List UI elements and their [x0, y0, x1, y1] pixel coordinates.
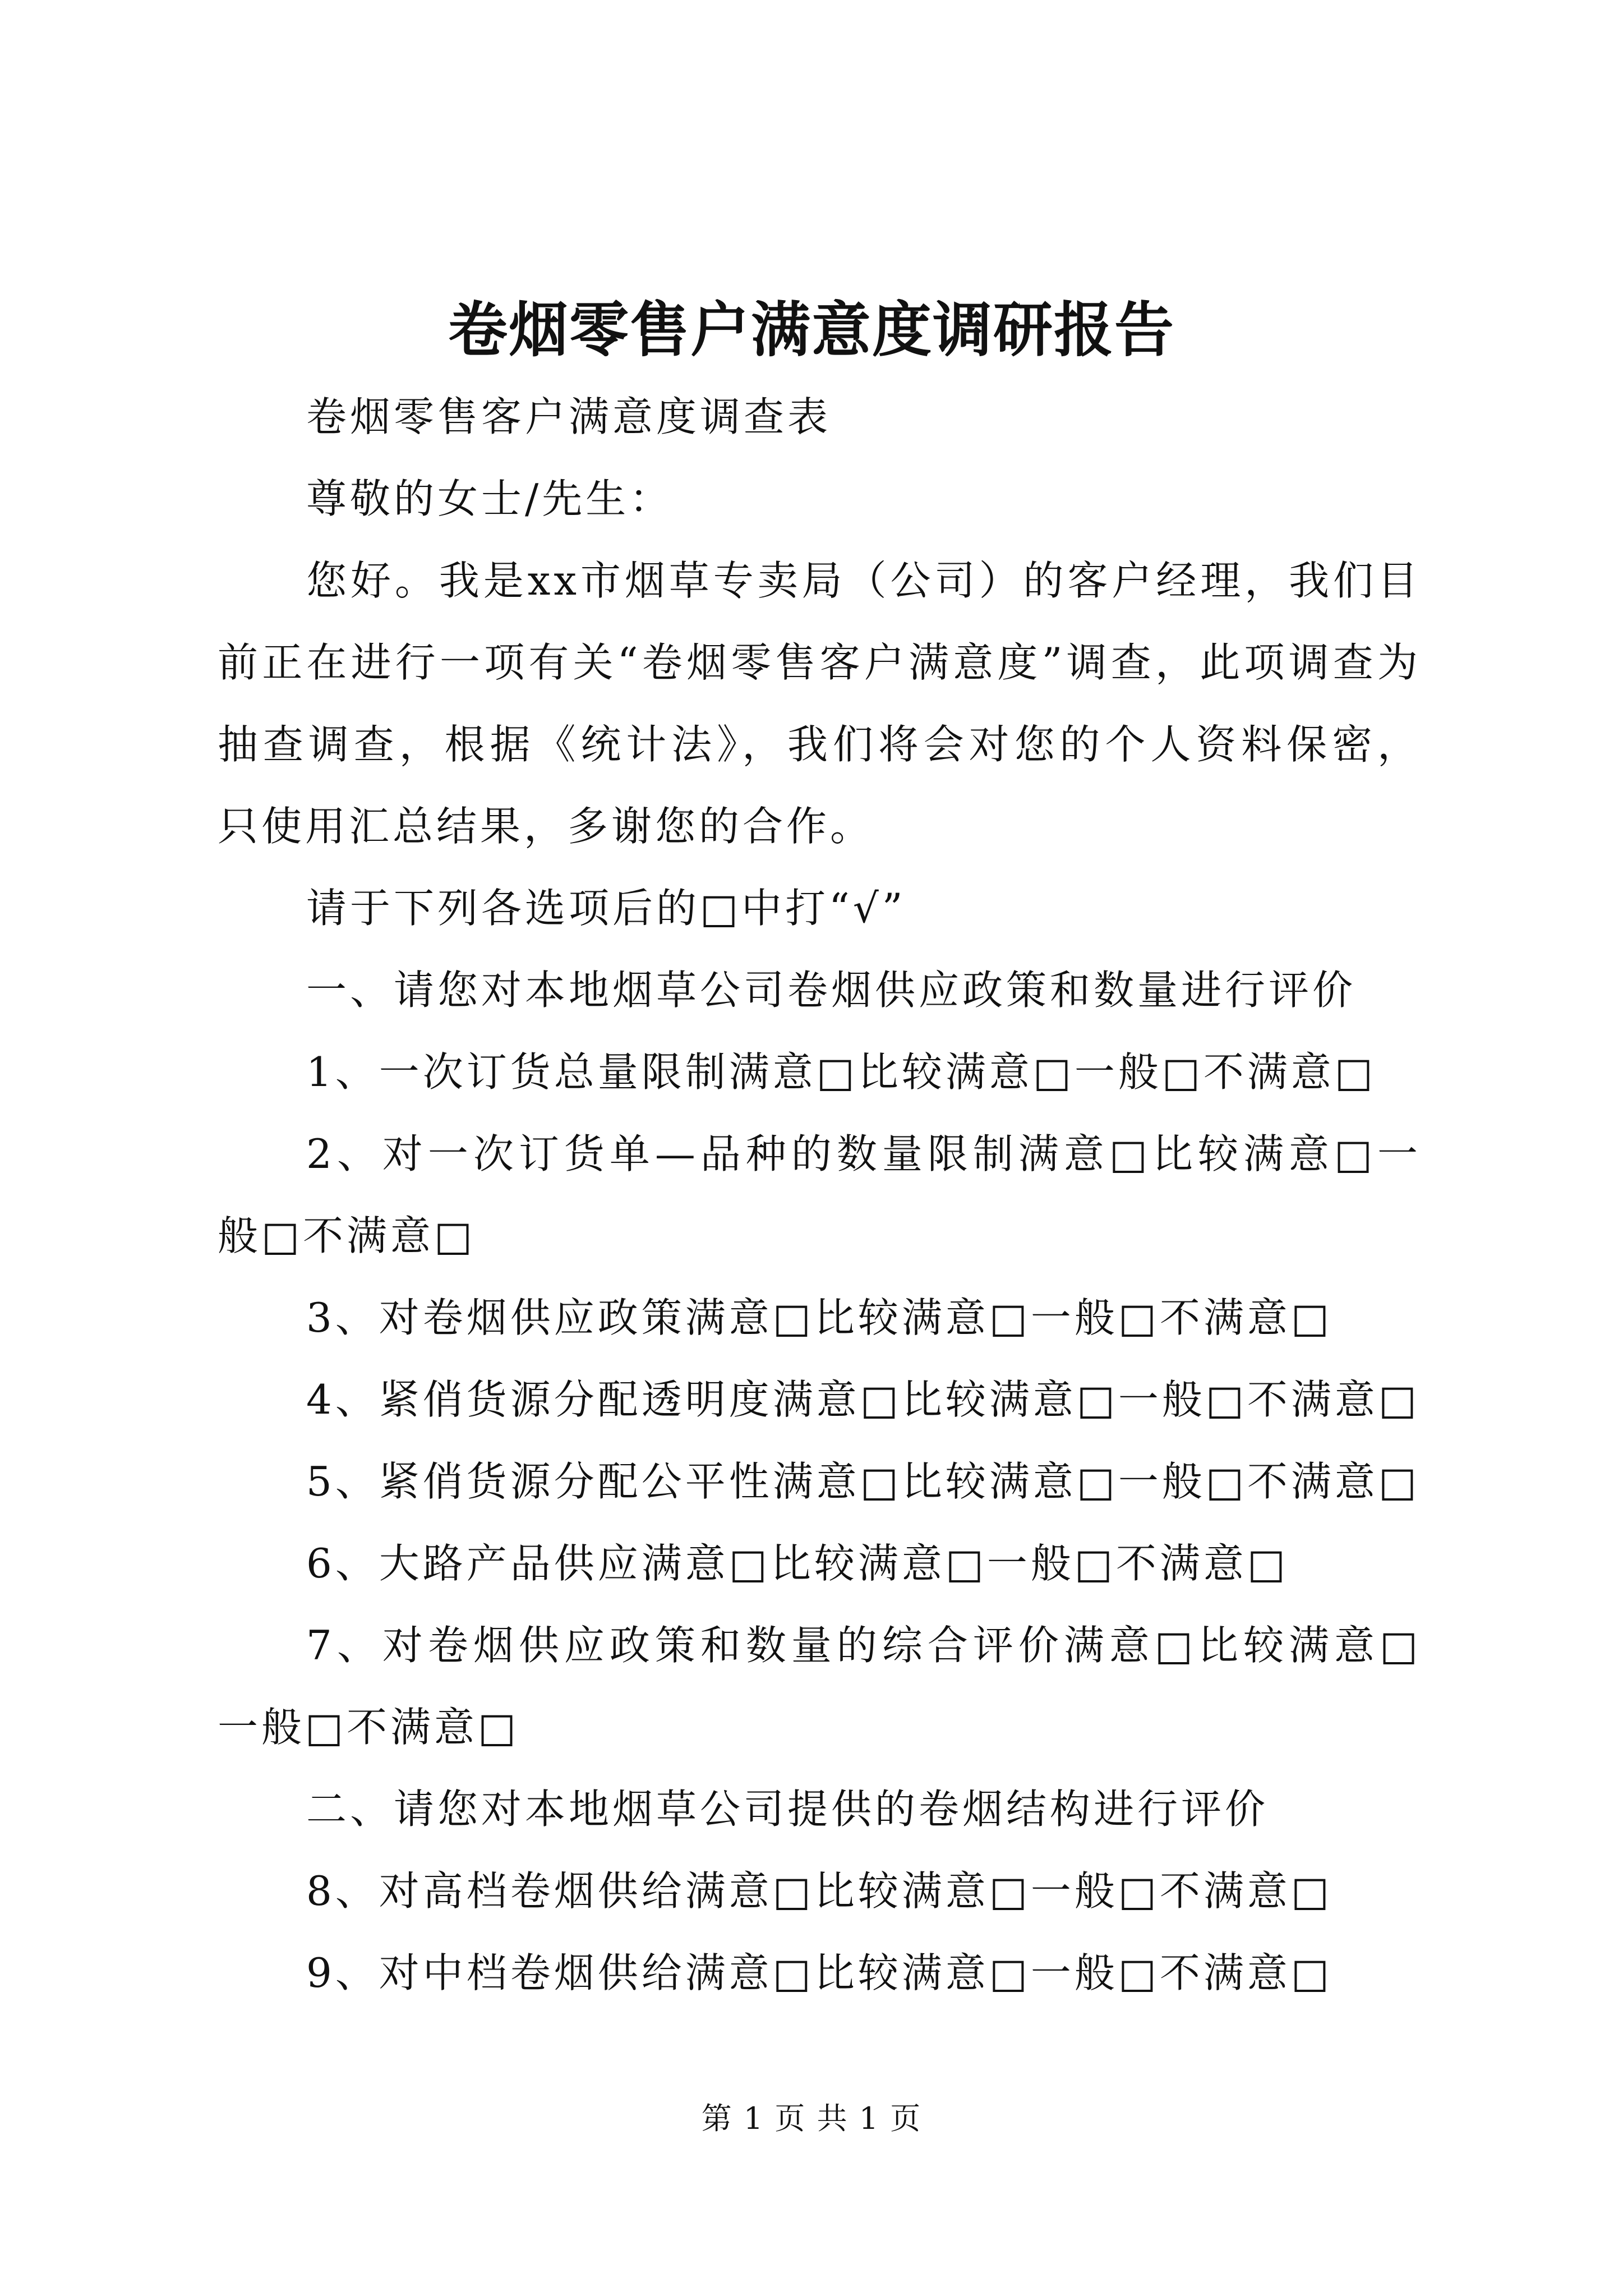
document-body — [218, 376, 1421, 2014]
question-1: 1、一次订货总量限制满意□比较满意□一般□不满意□ — [306, 1048, 1376, 1096]
intro-paragraph: 您好。我是xx市烟草专卖局（公司）的客户经理，我们目前正在进行一项有关“卷烟零售客户满意度”调查，此项调查为抽查调查，根据《统计法》，我们将会对您的个人资料保密，只使用汇总结果，多谢您的合作。 — [218, 557, 1421, 850]
question-2: 2、对一次订货单—品种的数量限制满意□比较满意□一般□不满意□ — [218, 1130, 1421, 1259]
survey-form-title: 卷烟零售客户满意度调查表 — [306, 393, 832, 440]
section-heading-2: 二、请您对本地烟草公司提供的卷烟结构进行评价 — [306, 1786, 1269, 1833]
question-4: 4、紧俏货源分配透明度满意□比较满意□一般□不满意□ — [306, 1376, 1420, 1423]
page-footer: 第 1 页 共 1 页 — [701, 2101, 922, 2136]
question-9: 9、对中档卷烟供给满意□比较满意□一般□不满意□ — [306, 1949, 1332, 1996]
document-title: 卷烟零售户满意度调研报告 — [448, 295, 1175, 365]
question-8: 8、对高档卷烟供给满意□比较满意□一般□不满意□ — [306, 1867, 1332, 1915]
section-heading-1: 一、请您对本地烟草公司卷烟供应政策和数量进行评价 — [306, 967, 1357, 1014]
question-7: 7、对卷烟供应政策和数量的综合评价满意□比较满意□一般□不满意□ — [218, 1622, 1421, 1751]
salutation: 尊敬的女士/先生： — [306, 475, 674, 522]
instructions: 请于下列各选项后的□中打“√” — [306, 885, 906, 932]
question-6: 6、大路产品供应满意□比较满意□一般□不满意□ — [306, 1540, 1289, 1587]
question-5: 5、紧俏货源分配公平性满意□比较满意□一般□不满意□ — [306, 1458, 1420, 1505]
question-3: 3、对卷烟供应政策满意□比较满意□一般□不满意□ — [306, 1294, 1332, 1341]
